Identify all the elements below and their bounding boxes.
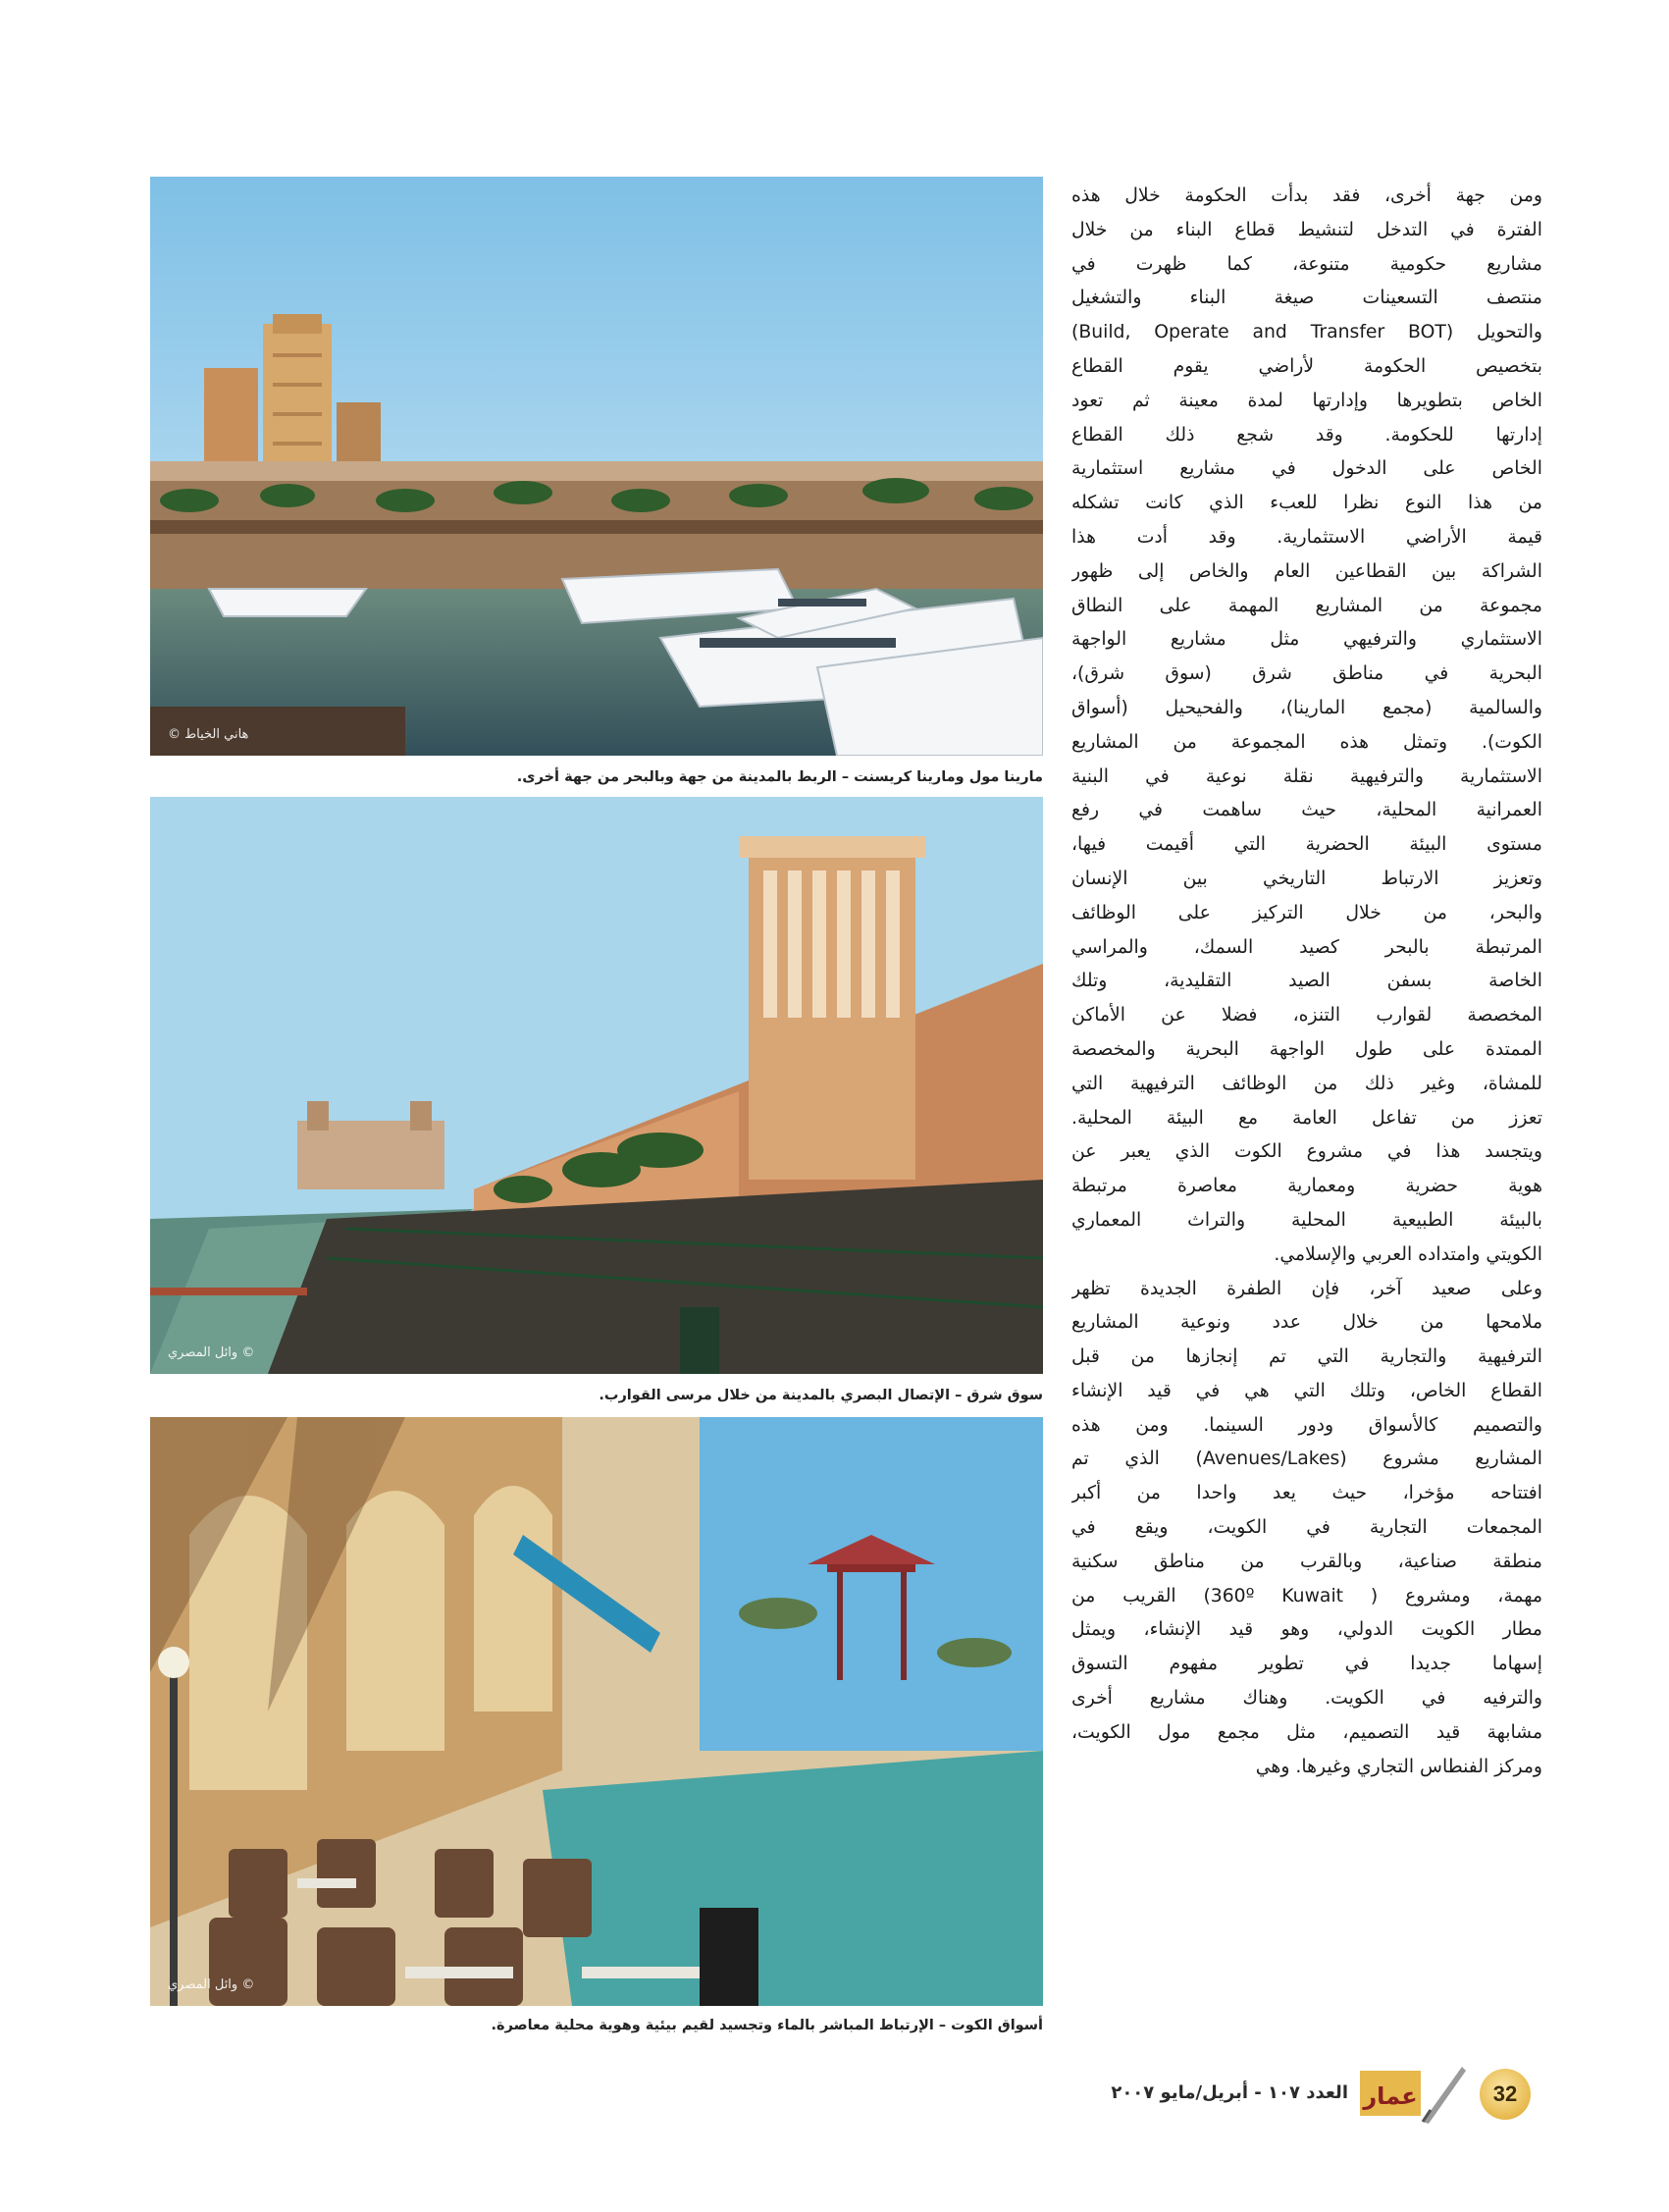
article-line: والتصميم كالأسواق ودور السينما. ومن هذه [1071, 1414, 1542, 1436]
article-line: والسالمية (مجمع المارينا)، والفحيحيل (أسواق [1071, 697, 1542, 718]
article-line: منطقة صناعية، وبالقرب من مناطق سكنية [1071, 1551, 1542, 1572]
article-line: والبحر، من خلال التركيز على الوظائف [1071, 902, 1542, 923]
article-line: الترفيهية والتجارية التي تم إنجازها من قبل [1071, 1346, 1542, 1368]
photo-caption: مارينا مول ومارينا كريسنت – الربط بالمدينة من جهة وبالبحر من جهة أخرى. [516, 769, 1043, 785]
article-line: الاستثماري والترفيهي مثل مشاريع الواجهة [1071, 629, 1542, 651]
article-line: والترفيه في الكويت. وهناك مشاريع أخرى [1071, 1688, 1542, 1710]
article-line: المرتبطة بالبحر كصيد السمك، والمراسي [1071, 936, 1542, 958]
article-line: إدارتها للحكومة. وقد شجع ذلك القطاع [1071, 424, 1542, 446]
article-line: مشابهة قيد التصميم، مثل مجمع مول الكويت، [1071, 1721, 1542, 1743]
article-line: ملامحها من خلال عدد ونوعية المشاريع [1071, 1312, 1542, 1334]
article-line: مهمة، ومشروع ( 360º Kuwait) القريب من [1071, 1585, 1542, 1606]
issue-info: العدد ١٠٧ - أبريل/مايو ٢٠٠٧ [1111, 2082, 1348, 2103]
article-line: افتتاحه مؤخرا، حيث يعد واحدا من أكبر [1071, 1483, 1542, 1504]
photo-caption: سوق شرق – الإتصال البصري بالمدينة من خلال مرسى القوارب. [599, 1388, 1043, 1403]
article-line: منتصف التسعينات صيغة البناء والتشغيل [1071, 288, 1542, 309]
article-line: المجمعات التجارية في الكويت، ويقع في [1071, 1517, 1542, 1539]
page-number: 32 [1480, 2069, 1531, 2120]
photo-souk-alkout [150, 1417, 1043, 2006]
article-line: الممتدة على طول الواجهة البحرية والمخصصة [1071, 1038, 1542, 1060]
article-line: مشاريع حكومية متنوعة، كما ظهرت في [1071, 253, 1542, 275]
souk-sharq-illustration [150, 797, 1043, 1374]
photo-marina-mall [150, 177, 1043, 756]
photo-souk-sharq [150, 797, 1043, 1374]
logo-graphic [1360, 2061, 1468, 2130]
photo-credit: هاني الخياط © [168, 727, 249, 742]
article-body [1071, 180, 1542, 2005]
article-line: هوية حضرية ومعمارية معاصرة مرتبطة [1071, 1176, 1542, 1197]
article-line: ومركز الفنطاس التجاري وغيرها. وهي [1255, 1756, 1542, 1777]
article-line: إسهاما جديدا في تطوير مفهوم التسوق [1071, 1654, 1542, 1675]
article-line: العمرانية المحلية، حيث ساهمت في رفع [1071, 800, 1542, 821]
article-line: قيمة الأراضي الاستثمارية. وقد أدت هذا [1071, 526, 1542, 548]
article-line: والتحويل (Build, Operate and Transfer BOT) [1071, 322, 1542, 343]
article-line: مطار الكويت الدولي، وهو قيد الإنشاء، ويمثل [1071, 1619, 1542, 1641]
article-line: الاستثمارية والترفيهية نقلة نوعية في البنية [1071, 765, 1542, 787]
logo-text: عمار [1363, 2082, 1418, 2110]
marina-illustration [150, 177, 1043, 756]
article-line: من هذا النوع نظرا للعبء الذي كانت تشكله [1071, 493, 1542, 514]
photo-credit: © وائل المصري [168, 1345, 255, 1360]
photo-caption: أسواق الكوت – الإرتباط المباشر بالماء وتجسيد لقيم بيئية وهوية محلية معاصرة. [491, 2018, 1043, 2033]
article-line: الخاص بتطويرها وإدارتها لمدة معينة ثم تعود [1071, 390, 1542, 411]
article-line: الشراكة بين القطاعين العام والخاص إلى ظهور [1071, 560, 1542, 582]
article-line: الخاصة بسفن الصيد التقليدية، وتلك [1071, 971, 1542, 992]
souk-alkout-illustration [150, 1417, 1043, 2006]
article-line: وعلى صعيد آخر، فإن الطفرة الجديدة تظهر [1071, 1278, 1542, 1299]
article-line: القطاع الخاص، وتلك التي هي في قيد الإنشاء [1071, 1380, 1542, 1401]
article-line: الخاص على الدخول في مشاريع استثمارية [1071, 458, 1542, 480]
article-line: بالبيئة الطبيعية المحلية والتراث المعماري [1071, 1209, 1542, 1231]
article-line: ويتجسد هذا في مشروع الكوت الذي يعبر عن [1071, 1141, 1542, 1163]
magazine-logo [1360, 2061, 1468, 2130]
article-line: للمشاة، وغير ذلك من الوظائف الترفيهية التي [1071, 1073, 1542, 1094]
article-line: الفترة في التدخل لتنشيط قطاع البناء من خلال [1071, 219, 1542, 240]
article-line: مجموعة من المشاريع المهمة على النطاق [1071, 595, 1542, 616]
article-line: الكويتي وامتداده العربي والإسلامي. [1274, 1243, 1542, 1265]
article-line: المشاريع مشروع (Avenues/Lakes) الذي تم [1071, 1448, 1542, 1470]
article-line: البحرية في مناطق شرق (سوق شرق)، [1071, 663, 1542, 685]
article-line: تعزز من تفاعل العامة مع البيئة المحلية. [1071, 1107, 1542, 1129]
photo-credit: © وائل المصري [168, 1977, 255, 1992]
article-line: الكوت). وتمثل هذه المجموعة من المشاريع [1071, 731, 1542, 753]
article-line: بتخصيص الحكومة لأراضي يقوم القطاع [1071, 355, 1542, 377]
article-line: مستوى البيئة الحضرية التي أقيمت فيها، [1071, 834, 1542, 856]
article-line: المخصصة لقوارب التنزه، فضلا عن الأماكن [1071, 1005, 1542, 1027]
article-line: ومن جهة أخرى، فقد بدأت الحكومة خلال هذه [1071, 185, 1542, 206]
page-footer [981, 2061, 1531, 2130]
article-line: وتعزيز الارتباط التاريخي بين الإنسان [1071, 868, 1542, 889]
